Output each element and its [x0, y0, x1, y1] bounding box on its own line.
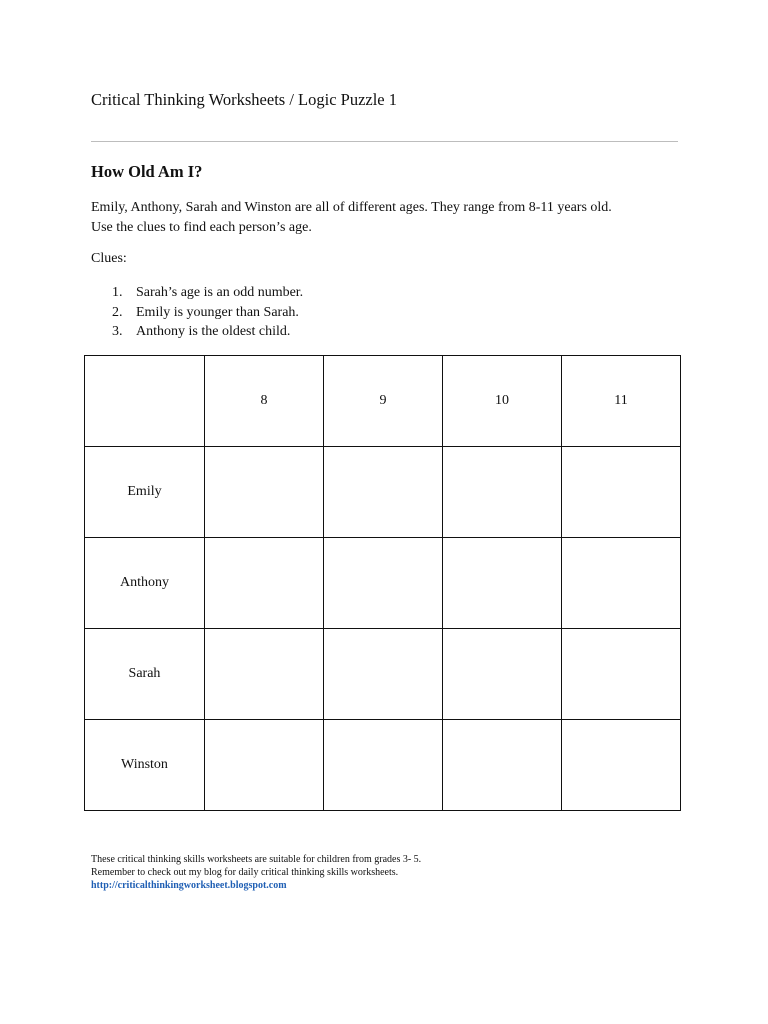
answer-cell[interactable] [443, 629, 562, 720]
answer-cell[interactable] [562, 447, 681, 538]
answer-cell[interactable] [562, 720, 681, 811]
answer-cell[interactable] [443, 447, 562, 538]
clues-label: Clues: [91, 251, 127, 266]
answer-cell[interactable] [324, 538, 443, 629]
clue-number: 1. [112, 285, 123, 300]
name-cell: Anthony [85, 538, 205, 629]
age-header-cell: 11 [562, 356, 681, 447]
answer-cell[interactable] [205, 720, 324, 811]
clue-text: Emily is younger than Sarah. [136, 304, 299, 320]
answer-cell[interactable] [324, 447, 443, 538]
logic-grid [84, 355, 681, 811]
grid-header-row [85, 356, 681, 447]
grid-row [85, 538, 681, 629]
clue-number: 2. [112, 304, 123, 320]
answer-cell[interactable] [205, 629, 324, 720]
footer-line-1: These critical thinking skills worksheets are suitable for children from grades 3- 5. [91, 854, 422, 865]
clue-number: 3. [112, 324, 123, 339]
answer-cell[interactable] [562, 629, 681, 720]
grid-row [85, 447, 681, 538]
puzzle-heading: How Old Am I? [91, 162, 203, 181]
age-header-cell: 8 [205, 356, 324, 447]
clue-item [112, 303, 303, 323]
age-header-cell: 10 [443, 356, 562, 447]
intro-line-1: Emily, Anthony, Sarah and Winston are all of different ages. They range from 8-11 years old. [91, 200, 612, 215]
grid-corner-cell [85, 356, 205, 447]
grid-row [85, 629, 681, 720]
age-header-cell: 9 [324, 356, 443, 447]
page-header-title: Critical Thinking Worksheets / Logic Puzzle 1 [91, 90, 398, 109]
blog-link[interactable]: http://criticalthinkingworksheet.blogspot.com [91, 880, 287, 891]
intro-line-2: Use the clues to find each person’s age. [91, 220, 312, 235]
answer-cell[interactable] [443, 538, 562, 629]
clue-text: Anthony is the oldest child. [136, 324, 291, 339]
clue-item [112, 283, 303, 303]
name-cell: Winston [85, 720, 205, 811]
answer-cell[interactable] [324, 629, 443, 720]
puzzle-intro [91, 198, 691, 238]
answer-cell[interactable] [443, 720, 562, 811]
header-divider [91, 141, 678, 142]
answer-cell[interactable] [205, 447, 324, 538]
clue-item [112, 322, 303, 342]
grid-row [85, 720, 681, 811]
clue-text: Sarah’s age is an odd number. [136, 285, 304, 300]
answer-cell[interactable] [562, 538, 681, 629]
answer-cell[interactable] [205, 538, 324, 629]
clues-list [112, 283, 303, 342]
footer-note [91, 853, 421, 892]
answer-cell[interactable] [324, 720, 443, 811]
footer-line-2: Remember to check out my blog for daily critical thinking skills worksheets. [91, 867, 399, 878]
name-cell: Sarah [85, 629, 205, 720]
name-cell: Emily [85, 447, 205, 538]
